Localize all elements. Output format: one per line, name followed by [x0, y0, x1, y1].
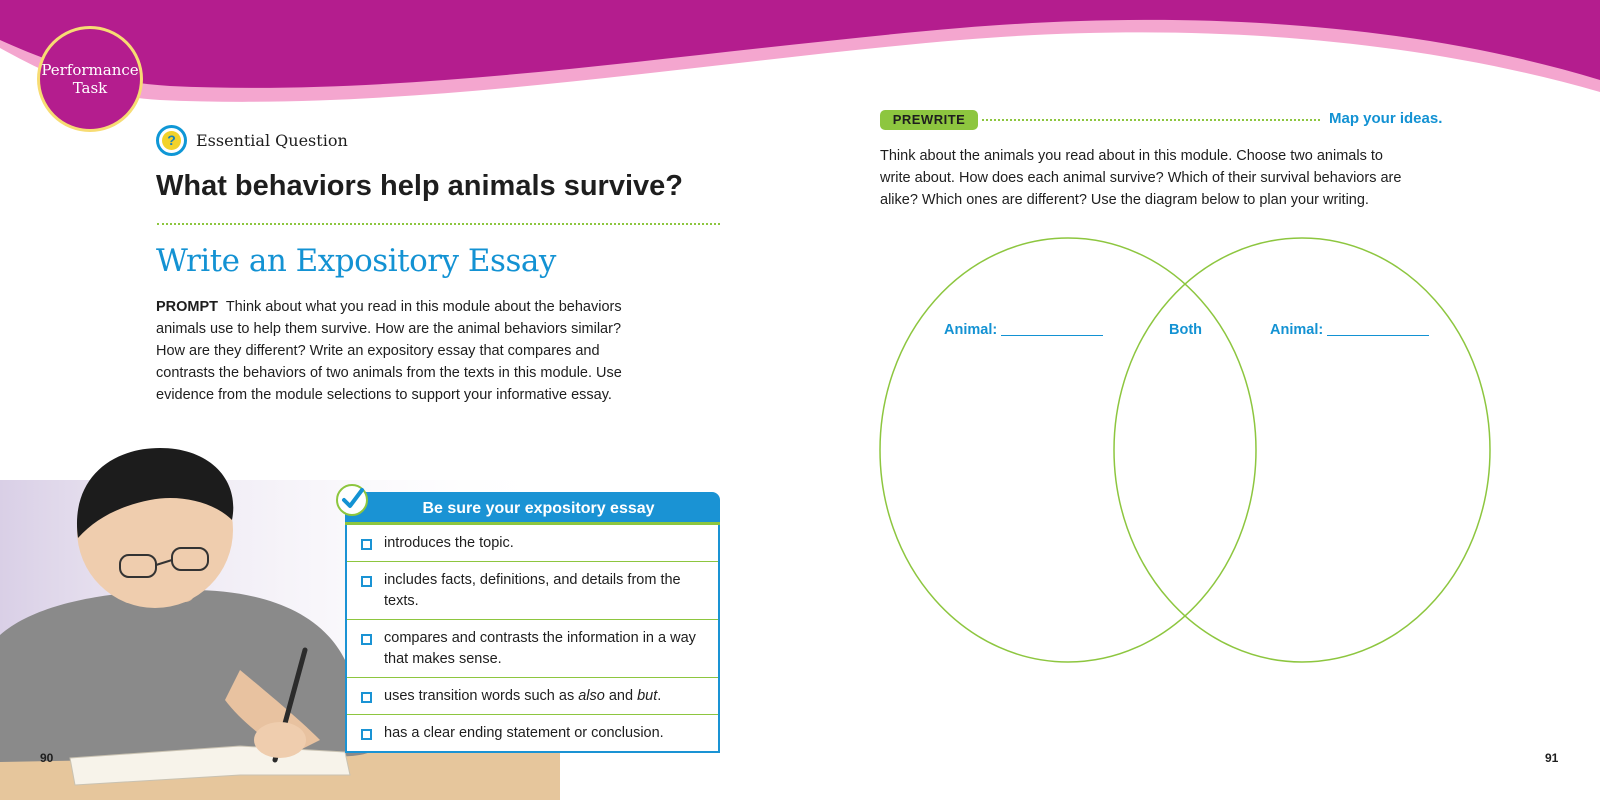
page-number-left: 90: [40, 751, 54, 765]
essay-title: Write an Expository Essay: [156, 243, 556, 279]
checkmark-icon: [336, 484, 368, 516]
checklist-item: [347, 714, 718, 751]
prompt-text: Think about what you read in this module about the behaviors animals use to help them survive. How are the animal behaviors similar? How are they different? Write an expository essay that compares and contrasts the behaviors of two animals from the texts in this module. Use evidence from the module selections to support your informative essay.: [156, 299, 622, 403]
checklist-heading: Be sure your expository essay: [345, 492, 720, 525]
venn-left-circle: [880, 238, 1256, 662]
checklist-item-text: introduces the topic.: [384, 535, 514, 551]
transition-word-also: also: [578, 688, 605, 704]
checklist-item: [347, 561, 718, 619]
checklist-item-text: compares and contrasts the information in a way that makes sense.: [384, 630, 696, 667]
performance-task-badge: [37, 26, 143, 132]
checklist-item: [347, 619, 718, 677]
page-number-right: 91: [1545, 751, 1559, 765]
venn-diagram: [878, 236, 1494, 664]
venn-right-label: [1270, 322, 1429, 338]
venn-right-circle: [1114, 238, 1490, 662]
checkbox[interactable]: [361, 692, 372, 703]
checkbox[interactable]: [361, 576, 372, 587]
essential-question-label: Essential Question: [196, 131, 348, 150]
checklist-item: [347, 677, 718, 714]
checklist-item: [347, 525, 718, 561]
transition-text-mid: and: [604, 688, 638, 704]
venn-left-label-text: Animal:: [944, 322, 998, 338]
checklist-item-text: includes facts, definitions, and details from the texts.: [384, 572, 681, 609]
venn-right-blank[interactable]: [1327, 335, 1429, 336]
prewrite-tag: PREWRITE: [880, 110, 978, 130]
venn-left-label: [944, 322, 1103, 338]
map-ideas-heading: Map your ideas.: [1329, 110, 1443, 127]
transition-text-end: .: [657, 688, 662, 704]
badge-line-1: Performance: [41, 61, 139, 79]
checklist-box: [345, 492, 720, 753]
prompt-label: PROMPT: [156, 299, 219, 315]
venn-middle-label: Both: [1169, 322, 1203, 338]
venn-right-label-text: Animal:: [1270, 322, 1324, 338]
prewrite-dotted-line: [982, 119, 1320, 121]
checkbox[interactable]: [361, 729, 372, 740]
dotted-divider: [157, 223, 720, 225]
checklist-item-text: [384, 686, 661, 707]
checkbox[interactable]: [361, 539, 372, 550]
question-mark-icon: [156, 125, 187, 156]
checklist-item-text: has a clear ending statement or conclusion.: [384, 725, 664, 741]
question-heading: What behaviors help animals survive?: [156, 170, 683, 202]
checkbox[interactable]: [361, 634, 372, 645]
prewrite-instructions: Think about the animals you read about in this module. Choose two animals to write about. How does each animal survive? Which of their survival behaviors are alike? Which ones are different? Use the diagram below to plan your writing.: [880, 148, 1402, 208]
transition-word-but: but: [637, 688, 658, 704]
venn-left-blank[interactable]: [1001, 335, 1103, 336]
badge-line-2: Task: [72, 79, 108, 97]
question-mark-glyph: ?: [162, 131, 181, 150]
transition-text-start: uses transition words such as: [384, 688, 579, 704]
essential-question-header: [156, 125, 348, 156]
checklist-items: [345, 525, 720, 753]
prompt-paragraph: [156, 296, 636, 406]
